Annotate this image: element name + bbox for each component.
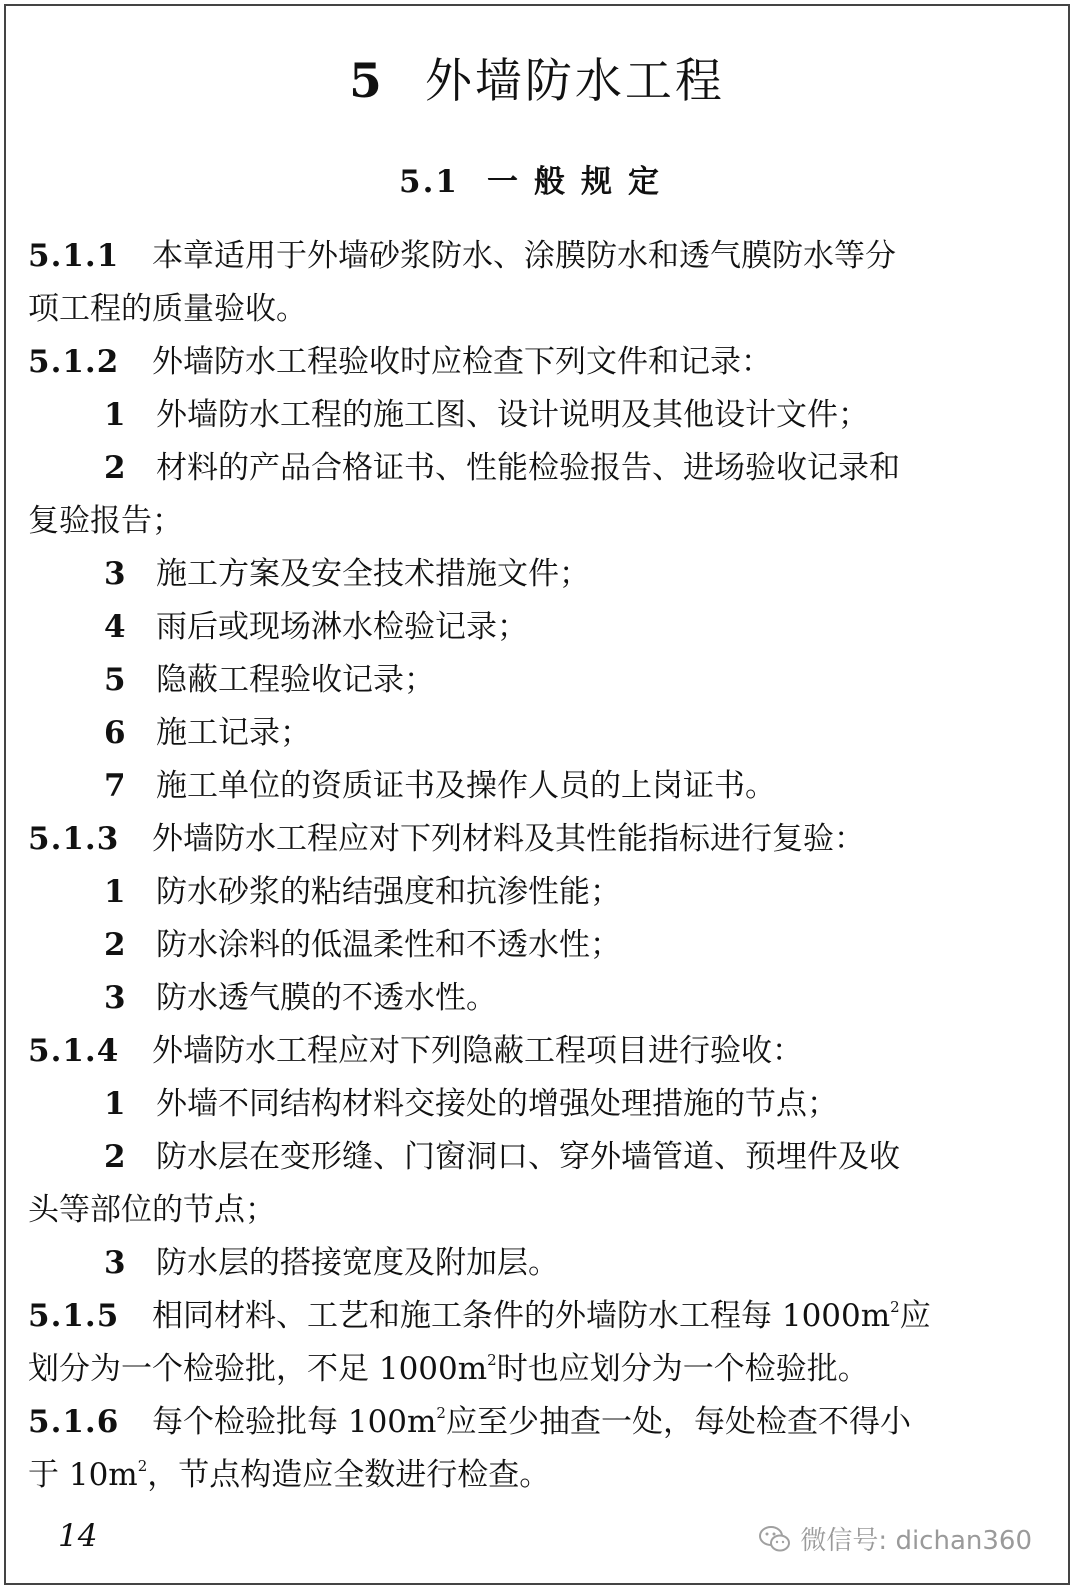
item-continuation: 复验报告；: [28, 503, 183, 539]
item-number: 6: [104, 715, 126, 751]
item-text: 防水涂料的低温柔性和不透水性；: [156, 927, 621, 963]
item-number: 4: [104, 609, 126, 645]
section-heading: [6, 156, 1068, 201]
item-number: 1: [104, 397, 126, 433]
list-item: [104, 554, 590, 594]
clause-text: 时也应划分为一个检验批。: [496, 1351, 869, 1387]
document-page: [4, 4, 1070, 1585]
clause-continuation: [28, 1455, 550, 1495]
item-text: 外墙防水工程的施工图、设计说明及其他设计文件；: [156, 397, 869, 433]
chapter-number: 5: [349, 54, 385, 109]
clause-text: ，节点构造应全数进行检查。: [147, 1457, 551, 1493]
list-item: [104, 1084, 838, 1124]
watermark: [758, 1520, 1032, 1557]
clause-text: 每个检验批每 100m: [152, 1404, 437, 1440]
item-text: 雨后或现场淋水检验记录；: [156, 609, 528, 645]
item-text: 施工方案及安全技术措施文件；: [156, 556, 590, 592]
list-item: [104, 925, 621, 965]
clause-text: 应: [899, 1298, 931, 1334]
list-item: [104, 1137, 900, 1177]
clause-text: 于 10m: [28, 1457, 138, 1493]
clause-number: 5.1.2: [28, 344, 120, 380]
clause-5-1-5: [28, 1296, 931, 1336]
item-text: 外墙不同结构材料交接处的增强处理措施的节点；: [156, 1086, 838, 1122]
clause-text: 外墙防水工程应对下列材料及其性能指标进行复验：: [152, 821, 865, 857]
list-item: [104, 1243, 559, 1283]
watermark-text: 微信号: dichan360: [800, 1526, 1032, 1556]
clause-5-1-1: [28, 236, 896, 276]
superscript: 2: [890, 1298, 900, 1316]
item-number: 2: [104, 1139, 126, 1175]
clause-5-1-2: [28, 342, 772, 382]
clause-5-1-3: [28, 819, 865, 859]
item-number: 1: [104, 874, 126, 910]
item-number: 1: [104, 1086, 126, 1122]
clause-number: 5.1.5: [28, 1298, 120, 1334]
item-text: 施工单位的资质证书及操作人员的上岗证书。: [156, 768, 776, 804]
item-continuation: 头等部位的节点；: [28, 1192, 276, 1228]
page-number: 14: [58, 1518, 98, 1554]
clause-continuation: 项工程的质量验收。: [28, 291, 307, 327]
item-number: 2: [104, 450, 126, 486]
list-item: [104, 660, 435, 700]
clause-5-1-4: [28, 1031, 803, 1071]
clause-number: 5.1.4: [28, 1033, 120, 1069]
item-text: 防水透气膜的不透水性。: [156, 980, 497, 1016]
list-item: [104, 872, 621, 912]
item-number: 7: [104, 768, 126, 804]
clause-continuation: [28, 1349, 869, 1389]
item-text: 材料的产品合格证书、性能检验报告、进场验收记录和: [156, 450, 900, 486]
item-text: 防水层在变形缝、门窗洞口、穿外墙管道、预埋件及收: [156, 1139, 900, 1175]
section-title: 一般规定: [486, 164, 675, 200]
wechat-icon: [758, 1524, 792, 1554]
chapter-title: 外墙防水工程: [424, 54, 725, 109]
clause-5-1-6: [28, 1402, 911, 1442]
item-text: 隐蔽工程验收记录；: [156, 662, 435, 698]
section-number: 5.1: [399, 164, 459, 200]
clause-text: 划分为一个检验批，不足 1000m: [28, 1351, 488, 1387]
item-number: 3: [104, 1245, 126, 1281]
clause-text: 应至少抽查一处，每处检查不得小: [445, 1404, 911, 1440]
list-item: [104, 607, 528, 647]
clause-text: 外墙防水工程应对下列隐蔽工程项目进行验收：: [152, 1033, 803, 1069]
list-item: [104, 766, 776, 806]
clause-text: 本章适用于外墙砂浆防水、涂膜防水和透气膜防水等分: [152, 238, 896, 274]
item-number: 3: [104, 980, 126, 1016]
clause-text: 相同材料、工艺和施工条件的外墙防水工程每 1000m: [152, 1298, 891, 1334]
superscript: 2: [137, 1457, 148, 1475]
superscript: 2: [436, 1404, 446, 1422]
superscript: 2: [487, 1351, 497, 1369]
clause-number: 5.1.1: [28, 238, 120, 274]
list-item: [104, 978, 497, 1018]
item-number: 3: [104, 556, 126, 592]
clause-number: 5.1.6: [28, 1404, 120, 1440]
chapter-heading: [6, 44, 1068, 111]
item-number: 5: [104, 662, 126, 698]
list-item: [104, 713, 311, 753]
item-number: 2: [104, 927, 126, 963]
item-text: 防水砂浆的粘结强度和抗渗性能；: [156, 874, 621, 910]
clause-text: 外墙防水工程验收时应检查下列文件和记录：: [152, 344, 772, 380]
clause-number: 5.1.3: [28, 821, 120, 857]
item-text: 施工记录；: [156, 715, 311, 751]
list-item: [104, 395, 869, 435]
list-item: [104, 448, 900, 488]
item-text: 防水层的搭接宽度及附加层。: [156, 1245, 559, 1281]
